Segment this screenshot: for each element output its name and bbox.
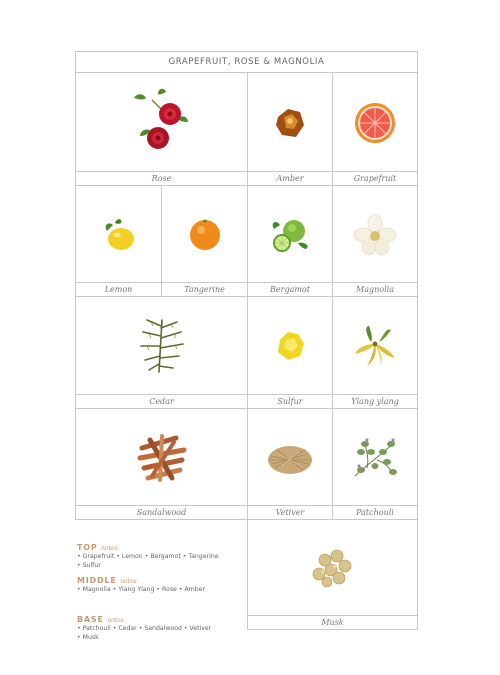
musk-label: Musk <box>248 615 417 629</box>
card-ylang-ylang <box>332 296 418 409</box>
card-bergamot <box>247 185 333 297</box>
card-vetiver <box>247 408 333 520</box>
ylang-ylang-image <box>333 297 417 395</box>
lemon-image <box>76 186 161 283</box>
top-notes-line2: • Sulfur <box>77 562 101 569</box>
card-patchouli <box>332 408 418 520</box>
top-notes-line1: • Grapefruit • Lemon • Bergamot • Tangerine <box>77 553 219 560</box>
card-magnolia <box>332 185 418 297</box>
top-notes-title: TOP <box>77 543 98 552</box>
vetiver-image <box>248 409 332 506</box>
base-notes-suffix: notes <box>107 617 124 624</box>
tangerine-label: Tangerine <box>162 282 247 296</box>
notes-panel <box>75 521 247 641</box>
middle-notes-title: MIDDLE <box>77 576 117 585</box>
top-notes <box>77 543 219 570</box>
card-grapefruit <box>332 72 418 186</box>
tangerine-image <box>162 186 247 283</box>
card-cedar <box>75 296 248 409</box>
middle-notes-line1: • Magnolia • Ylang Ylang • Rose • Amber <box>77 586 205 593</box>
sheet-title: GRAPEFRUIT, ROSE & MAGNOLIA <box>75 51 418 73</box>
patchouli-image <box>333 409 417 506</box>
bergamot-label: Bergamot <box>248 282 332 296</box>
fragrance-sheet <box>75 51 418 641</box>
middle-notes <box>77 576 205 594</box>
card-tangerine <box>161 185 248 297</box>
base-notes-line2: • Musk <box>77 634 99 641</box>
card-sandalwood <box>75 408 248 520</box>
base-notes-heading <box>77 615 211 624</box>
middle-notes-suffix: notes <box>120 578 137 585</box>
amber-image <box>248 73 332 172</box>
cedar-image <box>76 297 247 395</box>
card-rose <box>75 72 248 186</box>
base-notes-title: BASE <box>77 615 104 624</box>
sulfur-label: Sulfur <box>248 394 332 408</box>
amber-label: Amber <box>248 171 332 185</box>
magnolia-image <box>333 186 417 283</box>
lemon-label: Lemon <box>76 282 161 296</box>
sandalwood-image <box>76 409 247 506</box>
base-notes <box>77 615 211 642</box>
card-sulfur <box>247 296 333 409</box>
patchouli-label: Patchouli <box>333 505 417 519</box>
base-notes-line1: • Patchouli • Cedar • Sandalwood • Vetiver <box>77 625 212 632</box>
cedar-label: Cedar <box>76 394 247 408</box>
rose-label: Rose <box>76 171 247 185</box>
grapefruit-label: Grapefruit <box>333 171 417 185</box>
middle-notes-heading <box>77 576 205 585</box>
top-notes-heading <box>77 543 219 552</box>
top-notes-suffix: notes <box>101 545 118 552</box>
rose-image <box>76 73 247 172</box>
magnolia-label: Magnolia <box>333 282 417 296</box>
sandalwood-label: Sandalwood <box>76 505 247 519</box>
card-lemon <box>75 185 162 297</box>
card-musk <box>247 519 418 630</box>
grapefruit-image <box>333 73 417 172</box>
ylang-ylang-label: Ylang ylang <box>333 394 417 408</box>
bergamot-image <box>248 186 332 283</box>
card-amber <box>247 72 333 186</box>
musk-image <box>248 520 417 616</box>
sulfur-image <box>248 297 332 395</box>
vetiver-label: Vetiver <box>248 505 332 519</box>
